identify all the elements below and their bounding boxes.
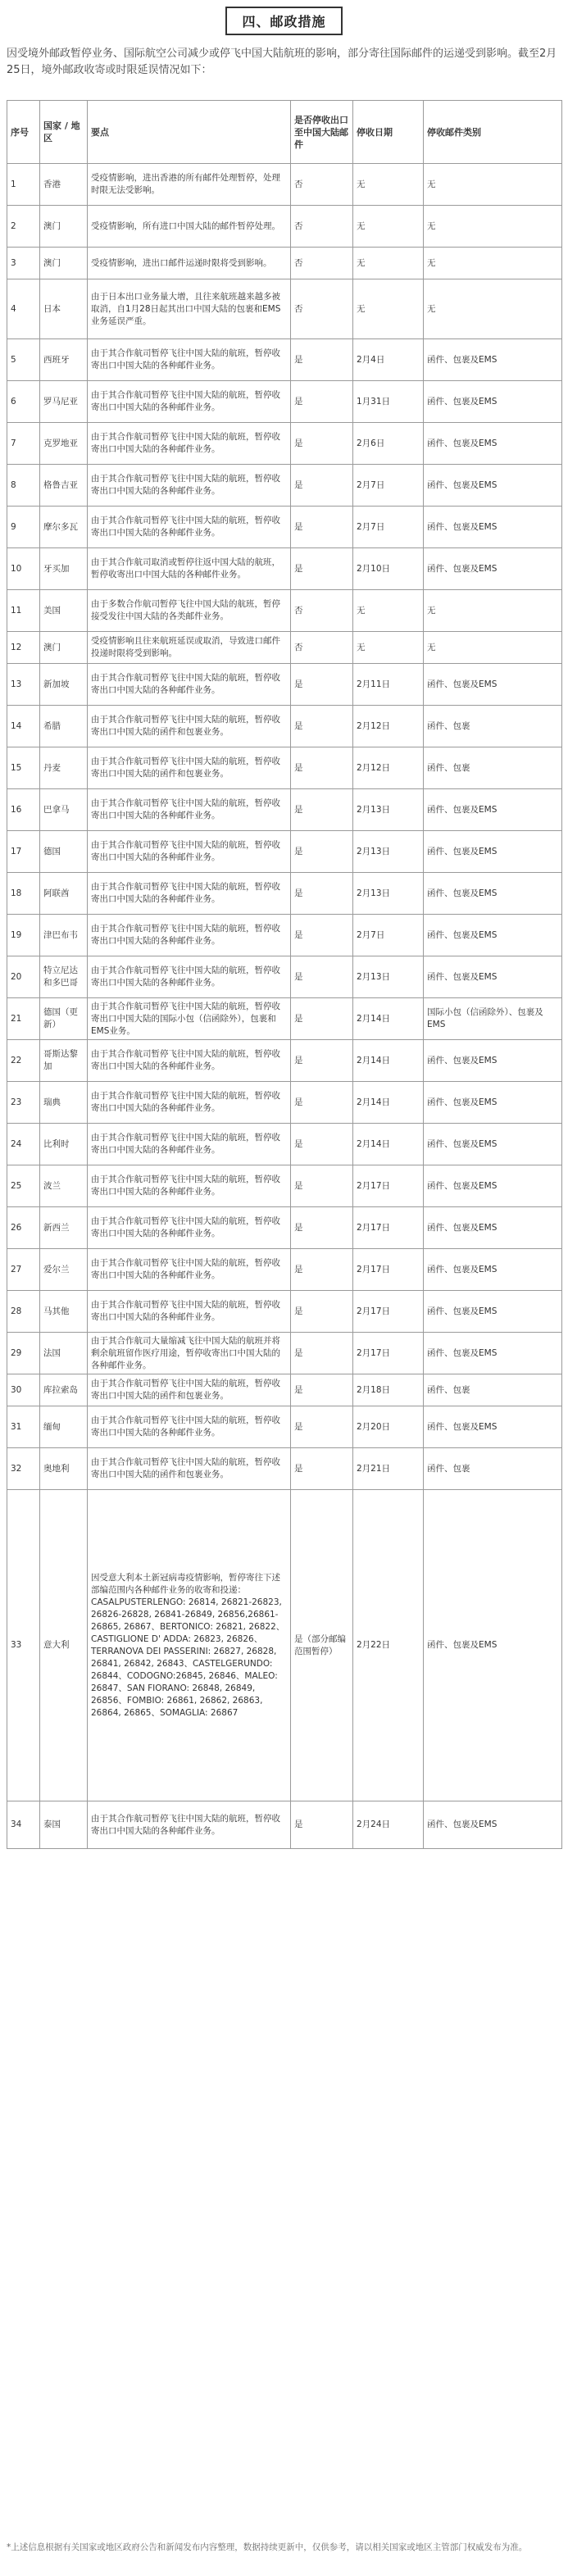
cell-point: 由于其合作航司暂停飞往中国大陆的航班，暂停收寄出口中国大陆的各种邮件业务。	[88, 339, 291, 381]
cell-category: 函件、包裹及EMS	[424, 548, 562, 590]
cell-date: 2月7日	[353, 507, 424, 548]
cell-suspend: 是	[291, 339, 353, 381]
cell-category: 函件、包裹及EMS	[424, 1040, 562, 1082]
cell-country: 阿联酋	[40, 873, 88, 915]
cell-no: 28	[7, 1291, 40, 1333]
cell-date: 2月11日	[353, 664, 424, 706]
cell-point: 受疫情影响且往来航班延误或取消，导致进口邮件投递时限将受到影响。	[88, 632, 291, 664]
cell-country: 新加坡	[40, 664, 88, 706]
cell-category: 函件、包裹及EMS	[424, 915, 562, 956]
cell-category: 函件、包裹及EMS	[424, 1082, 562, 1124]
cell-point: 由于其合作航司暂停飞往中国大陆的航班，暂停收寄出口中国大陆的国际小包（信函除外），包裹和EMS业务。	[88, 998, 291, 1040]
cell-no: 14	[7, 706, 40, 747]
cell-country: 特立尼达和多巴哥	[40, 956, 88, 998]
cell-country: 澳门	[40, 248, 88, 279]
intro-paragraph: 因受境外邮政暂停业务、国际航空公司减少或停飞中国大陆航班的影响，部分寄往国际邮件的运递受到影响。截至2月25日，境外邮政收寄或时限延误情况如下：	[7, 48, 557, 76]
cell-category: 无	[424, 164, 562, 206]
cell-category: 无	[424, 248, 562, 279]
cell-date: 2月17日	[353, 1333, 424, 1374]
cell-date: 2月6日	[353, 423, 424, 465]
cell-date: 2月4日	[353, 339, 424, 381]
cell-point: 由于其合作航司暂停飞往中国大陆的航班，暂停收寄出口中国大陆的各种邮件业务。	[88, 1207, 291, 1249]
table-row	[7, 1333, 562, 1374]
cell-no: 13	[7, 664, 40, 706]
cell-date: 2月14日	[353, 1040, 424, 1082]
cell-no: 11	[7, 590, 40, 632]
cell-country: 丹麦	[40, 747, 88, 789]
table-row	[7, 1124, 562, 1165]
cell-point: 由于其合作航司暂停飞往中国大陆的航班，暂停收寄出口中国大陆的各种邮件业务。	[88, 831, 291, 873]
cell-no: 6	[7, 381, 40, 423]
cell-category: 无	[424, 206, 562, 248]
cell-point: 受疫情影响，进出香港的所有邮件处理暂停，处理时限无法受影响。	[88, 164, 291, 206]
cell-country: 意大利	[40, 1490, 88, 1801]
cell-suspend: 否	[291, 164, 353, 206]
cell-suspend: 是	[291, 706, 353, 747]
cell-suspend: 是	[291, 915, 353, 956]
cell-suspend: 否	[291, 279, 353, 339]
cell-suspend: 是	[291, 747, 353, 789]
cell-suspend: 是	[291, 1124, 353, 1165]
table-row	[7, 248, 562, 279]
cell-date: 2月17日	[353, 1165, 424, 1207]
cell-suspend: 是	[291, 1406, 353, 1448]
cell-country: 泰国	[40, 1801, 88, 1849]
cell-point: 由于其合作航司暂停飞往中国大陆的航班，暂停收寄出口中国大陆的函件和包裹业务。	[88, 706, 291, 747]
cell-country: 罗马尼亚	[40, 381, 88, 423]
cell-point: 由于其合作航司暂停飞往中国大陆的航班，暂停收寄出口中国大陆的各种邮件业务。	[88, 1040, 291, 1082]
table-row	[7, 706, 562, 747]
table-row	[7, 339, 562, 381]
cell-date: 2月13日	[353, 789, 424, 831]
cell-no: 12	[7, 632, 40, 664]
cell-no: 19	[7, 915, 40, 956]
cell-point: 受疫情影响，所有进口中国大陆的邮件暂停处理。	[88, 206, 291, 248]
cell-country: 比利时	[40, 1124, 88, 1165]
cell-category: 函件、包裹	[424, 706, 562, 747]
table-row	[7, 279, 562, 339]
cell-suspend: 是	[291, 1333, 353, 1374]
cell-date: 2月24日	[353, 1801, 424, 1849]
cell-date: 2月20日	[353, 1406, 424, 1448]
table-row	[7, 664, 562, 706]
cell-suspend: 是	[291, 1374, 353, 1406]
cell-no: 2	[7, 206, 40, 248]
cell-suspend: 是	[291, 831, 353, 873]
cell-date: 无	[353, 206, 424, 248]
cell-point: 由于其合作航司大量缩减飞往中国大陆的航班并将剩余航班留作医疗用途，暂停收寄出口中国大陆的各种邮件业务。	[88, 1333, 291, 1374]
cell-category: 函件、包裹及EMS	[424, 1124, 562, 1165]
cell-no: 25	[7, 1165, 40, 1207]
cell-country: 库拉索岛	[40, 1374, 88, 1406]
table-row	[7, 1291, 562, 1333]
cell-point: 由于其合作航司取消或暂停往返中国大陆的航班，暂停收寄出口中国大陆的各种邮件业务。	[88, 548, 291, 590]
cell-category: 函件、包裹及EMS	[424, 873, 562, 915]
table-row	[7, 1249, 562, 1291]
cell-category: 无	[424, 279, 562, 339]
cell-suspend: 是	[291, 956, 353, 998]
cell-category: 无	[424, 590, 562, 632]
table-row	[7, 507, 562, 548]
cell-no: 23	[7, 1082, 40, 1124]
cell-country: 澳门	[40, 632, 88, 664]
cell-suspend: 是	[291, 381, 353, 423]
cell-point: 由于其合作航司暂停飞往中国大陆的航班，暂停收寄出口中国大陆的各种邮件业务。	[88, 1124, 291, 1165]
cell-country: 法国	[40, 1333, 88, 1374]
cell-date: 2月17日	[353, 1249, 424, 1291]
cell-point: 由于其合作航司暂停飞往中国大陆的航班，暂停收寄出口中国大陆的各种邮件业务。	[88, 381, 291, 423]
table-row	[7, 590, 562, 632]
cell-no: 15	[7, 747, 40, 789]
table-row	[7, 789, 562, 831]
cell-category: 函件、包裹	[424, 1374, 562, 1406]
cell-no: 34	[7, 1801, 40, 1849]
cell-country: 美国	[40, 590, 88, 632]
cell-no: 31	[7, 1406, 40, 1448]
cell-country: 德国（更新）	[40, 998, 88, 1040]
cell-no: 8	[7, 465, 40, 507]
cell-no: 16	[7, 789, 40, 831]
cell-country: 新西兰	[40, 1207, 88, 1249]
col-header-suspend: 是否停收出口至中国大陆邮件	[291, 101, 353, 164]
cell-country: 牙买加	[40, 548, 88, 590]
cell-point: 由于其合作航司暂停飞往中国大陆的航班，暂停收寄出口中国大陆的各种邮件业务。	[88, 1082, 291, 1124]
cell-no: 3	[7, 248, 40, 279]
cell-date: 2月21日	[353, 1448, 424, 1490]
cell-country: 香港	[40, 164, 88, 206]
cell-date: 2月14日	[353, 1124, 424, 1165]
cell-category: 国际小包（信函除外）、包裹及EMS	[424, 998, 562, 1040]
cell-point: 由于其合作航司暂停飞往中国大陆的航班，暂停收寄出口中国大陆的各种邮件业务。	[88, 1165, 291, 1207]
col-header-point: 要点	[88, 101, 291, 164]
cell-suspend: 是	[291, 465, 353, 507]
cell-date: 1月31日	[353, 381, 424, 423]
table-row	[7, 831, 562, 873]
cell-category: 函件、包裹及EMS	[424, 1333, 562, 1374]
col-header-date: 停收日期	[353, 101, 424, 164]
cell-suspend: 否	[291, 632, 353, 664]
cell-date: 2月13日	[353, 873, 424, 915]
table-row	[7, 465, 562, 507]
cell-suspend: 是（部分邮编范围暂停）	[291, 1490, 353, 1801]
cell-date: 无	[353, 164, 424, 206]
table-row	[7, 747, 562, 789]
cell-category: 函件、包裹及EMS	[424, 1249, 562, 1291]
cell-category: 函件、包裹及EMS	[424, 1801, 562, 1849]
footnote: *上述信息根据有关国家或地区政府公告和新闻发布内容整理，数据持续更新中，仅供参考，请以相关国家或地区主管部门权威发布为准。	[7, 2542, 528, 2552]
cell-date: 无	[353, 279, 424, 339]
cell-date: 2月7日	[353, 915, 424, 956]
section-title: 四、邮政措施	[225, 7, 342, 35]
cell-point: 由于多数合作航司暂停飞往中国大陆的航班，暂停接受发往中国大陆的各类邮件业务。	[88, 590, 291, 632]
cell-point: 由于其合作航司暂停飞往中国大陆的航班，暂停收寄出口中国大陆的各种邮件业务。	[88, 1801, 291, 1849]
cell-no: 4	[7, 279, 40, 339]
cell-suspend: 是	[291, 1801, 353, 1849]
cell-date: 2月12日	[353, 706, 424, 747]
cell-no: 9	[7, 507, 40, 548]
cell-country: 澳门	[40, 206, 88, 248]
cell-suspend: 否	[291, 590, 353, 632]
table-row	[7, 1490, 562, 1801]
table-row	[7, 1082, 562, 1124]
cell-category: 函件、包裹及EMS	[424, 831, 562, 873]
cell-date: 2月10日	[353, 548, 424, 590]
cell-no: 29	[7, 1333, 40, 1374]
cell-suspend: 是	[291, 548, 353, 590]
cell-point: 由于其合作航司暂停飞往中国大陆的航班，暂停收寄出口中国大陆的各种邮件业务。	[88, 664, 291, 706]
table-row	[7, 632, 562, 664]
cell-category: 函件、包裹及EMS	[424, 423, 562, 465]
cell-country: 巴拿马	[40, 789, 88, 831]
cell-category: 函件、包裹及EMS	[424, 339, 562, 381]
cell-date: 2月7日	[353, 465, 424, 507]
cell-suspend: 是	[291, 1249, 353, 1291]
cell-no: 21	[7, 998, 40, 1040]
table-row	[7, 1207, 562, 1249]
table-row	[7, 1801, 562, 1849]
cell-suspend: 是	[291, 789, 353, 831]
cell-point: 由于其合作航司暂停飞往中国大陆的航班，暂停收寄出口中国大陆的函件和包裹业务。	[88, 1448, 291, 1490]
cell-no: 27	[7, 1249, 40, 1291]
cell-no: 18	[7, 873, 40, 915]
cell-category: 函件、包裹及EMS	[424, 1291, 562, 1333]
cell-category: 函件、包裹及EMS	[424, 1207, 562, 1249]
cell-point: 由于其合作航司暂停飞往中国大陆的航班，暂停收寄出口中国大陆的函件和包裹业务。	[88, 747, 291, 789]
cell-category: 函件、包裹	[424, 747, 562, 789]
cell-no: 22	[7, 1040, 40, 1082]
cell-no: 20	[7, 956, 40, 998]
table-row	[7, 915, 562, 956]
cell-point: 由于其合作航司暂停飞往中国大陆的航班，暂停收寄出口中国大陆的各种邮件业务。	[88, 789, 291, 831]
cell-point: 受疫情影响，进出口邮件运递时限将受到影响。	[88, 248, 291, 279]
cell-no: 10	[7, 548, 40, 590]
cell-point: 由于其合作航司暂停飞往中国大陆的航班，暂停收寄出口中国大陆的各种邮件业务。	[88, 915, 291, 956]
col-header-no: 序号	[7, 101, 40, 164]
cell-date: 2月14日	[353, 1082, 424, 1124]
cell-suspend: 是	[291, 998, 353, 1040]
postal-measures-table	[7, 100, 562, 1849]
title-container	[0, 7, 568, 35]
cell-suspend: 是	[291, 507, 353, 548]
table-row	[7, 1040, 562, 1082]
cell-date: 无	[353, 590, 424, 632]
cell-suspend: 是	[291, 423, 353, 465]
cell-country: 波兰	[40, 1165, 88, 1207]
cell-suspend: 否	[291, 248, 353, 279]
cell-no: 26	[7, 1207, 40, 1249]
cell-country: 瑞典	[40, 1082, 88, 1124]
cell-date: 2月12日	[353, 747, 424, 789]
cell-date: 2月18日	[353, 1374, 424, 1406]
table-row	[7, 206, 562, 248]
cell-date: 2月14日	[353, 998, 424, 1040]
cell-suspend: 是	[291, 1082, 353, 1124]
table-row	[7, 873, 562, 915]
col-header-category: 停收邮件类别	[424, 101, 562, 164]
cell-country: 津巴布韦	[40, 915, 88, 956]
cell-suspend: 是	[291, 664, 353, 706]
cell-category: 函件、包裹及EMS	[424, 381, 562, 423]
cell-country: 西班牙	[40, 339, 88, 381]
cell-suspend: 是	[291, 1291, 353, 1333]
cell-no: 30	[7, 1374, 40, 1406]
cell-country: 缅甸	[40, 1406, 88, 1448]
col-header-country: 国家 / 地区	[40, 101, 88, 164]
table-row	[7, 1374, 562, 1406]
table-row	[7, 381, 562, 423]
cell-category: 函件、包裹及EMS	[424, 1406, 562, 1448]
table-row	[7, 1165, 562, 1207]
cell-no: 33	[7, 1490, 40, 1801]
cell-date: 2月17日	[353, 1291, 424, 1333]
table-header-row	[7, 101, 562, 164]
cell-point: 由于其合作航司暂停飞往中国大陆的航班，暂停收寄出口中国大陆的各种邮件业务。	[88, 956, 291, 998]
cell-no: 5	[7, 339, 40, 381]
cell-suspend: 否	[291, 206, 353, 248]
cell-point: 由于其合作航司暂停飞往中国大陆的航班，暂停收寄出口中国大陆的各种邮件业务。	[88, 465, 291, 507]
table-body	[7, 164, 562, 1849]
cell-category: 函件、包裹及EMS	[424, 465, 562, 507]
cell-category: 函件、包裹及EMS	[424, 1490, 562, 1801]
cell-category: 函件、包裹及EMS	[424, 664, 562, 706]
table-row	[7, 164, 562, 206]
cell-suspend: 是	[291, 1207, 353, 1249]
table-row	[7, 1448, 562, 1490]
table-row	[7, 956, 562, 998]
cell-point: 由于其合作航司暂停飞往中国大陆的航班，暂停收寄出口中国大陆的各种邮件业务。	[88, 423, 291, 465]
cell-date: 2月22日	[353, 1490, 424, 1801]
cell-category: 函件、包裹及EMS	[424, 507, 562, 548]
cell-country: 德国	[40, 831, 88, 873]
cell-country: 奥地利	[40, 1448, 88, 1490]
cell-category: 函件、包裹	[424, 1448, 562, 1490]
cell-suspend: 是	[291, 1165, 353, 1207]
cell-suspend: 是	[291, 1448, 353, 1490]
cell-country: 格鲁吉亚	[40, 465, 88, 507]
cell-suspend: 是	[291, 1040, 353, 1082]
table-row	[7, 998, 562, 1040]
cell-no: 24	[7, 1124, 40, 1165]
cell-suspend: 是	[291, 873, 353, 915]
cell-date: 无	[353, 248, 424, 279]
cell-country: 哥斯达黎加	[40, 1040, 88, 1082]
cell-date: 2月13日	[353, 956, 424, 998]
cell-country: 克罗地亚	[40, 423, 88, 465]
table-row	[7, 1406, 562, 1448]
cell-no: 17	[7, 831, 40, 873]
cell-point: 由于其合作航司暂停飞往中国大陆的航班，暂停收寄出口中国大陆的函件和包裹业务。	[88, 1374, 291, 1406]
cell-category: 函件、包裹及EMS	[424, 956, 562, 998]
cell-point: 由于日本出口业务量大增，且往来航班越来越多被取消，自1月28日起其出口中国大陆的包裹和EMS业务延误严重。	[88, 279, 291, 339]
cell-date: 2月13日	[353, 831, 424, 873]
cell-country: 日本	[40, 279, 88, 339]
cell-no: 7	[7, 423, 40, 465]
cell-country: 希腊	[40, 706, 88, 747]
cell-no: 32	[7, 1448, 40, 1490]
cell-point: 由于其合作航司暂停飞往中国大陆的航班，暂停收寄出口中国大陆的各种邮件业务。	[88, 873, 291, 915]
cell-point: 由于其合作航司暂停飞往中国大陆的航班，暂停收寄出口中国大陆的各种邮件业务。	[88, 1249, 291, 1291]
cell-point: 由于其合作航司暂停飞往中国大陆的航班，暂停收寄出口中国大陆的各种邮件业务。	[88, 507, 291, 548]
cell-point: 由于其合作航司暂停飞往中国大陆的航班，暂停收寄出口中国大陆的各种邮件业务。	[88, 1291, 291, 1333]
cell-category: 函件、包裹及EMS	[424, 1165, 562, 1207]
table-row	[7, 423, 562, 465]
cell-no: 1	[7, 164, 40, 206]
table-row	[7, 548, 562, 590]
cell-category: 函件、包裹及EMS	[424, 789, 562, 831]
cell-date: 无	[353, 632, 424, 664]
cell-country: 摩尔多瓦	[40, 507, 88, 548]
cell-point: 因受意大利本土新冠病毒疫情影响，暂停寄往下述部编范围内各种邮件业务的收寄和投递：CASALPUSTERLENGO: 26814, 26821-26823, 26826-26828, 26841-26849, 26856,26861-26865, 26867、BERTONICO: 26821, 26822、CASTIGLIONE D' ADDA: 26823, 26826、TERRANOVA DEI PASSERINI: 26827, 26828, 26841, 26842, 26843、CASTELGERUNDO: 26844、CODOGNO:26845, 26846、MALEO: 26847、SAN FIORANO: 26848, 26849, 26856、FOMBIO: 26861, 26862, 26863, 26864, 26865、SOMAGLIA: 26867	[88, 1490, 291, 1801]
cell-point: 由于其合作航司暂停飞往中国大陆的航班，暂停收寄出口中国大陆的各种邮件业务。	[88, 1406, 291, 1448]
cell-country: 爱尔兰	[40, 1249, 88, 1291]
cell-date: 2月17日	[353, 1207, 424, 1249]
cell-country: 马其他	[40, 1291, 88, 1333]
cell-category: 无	[424, 632, 562, 664]
